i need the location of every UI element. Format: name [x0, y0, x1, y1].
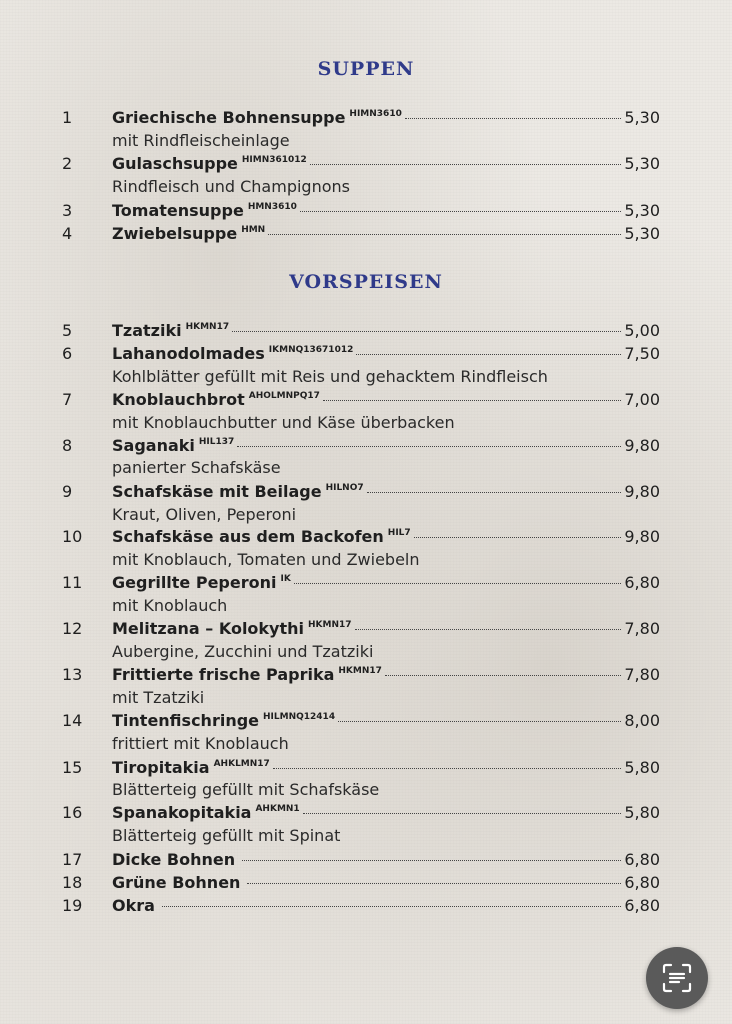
item-description: mit Rindfleischeinlage — [112, 131, 290, 150]
dot-leader — [356, 354, 621, 355]
dot-leader — [385, 675, 621, 676]
item-name: Tzatziki — [112, 321, 182, 340]
item-description: Rindfleisch und Champignons — [112, 177, 350, 196]
dot-leader — [303, 813, 622, 814]
menu-item — [62, 665, 660, 687]
item-number: 17 — [62, 850, 83, 869]
item-price: 6,80 — [624, 873, 660, 892]
item-price: 6,80 — [624, 573, 660, 592]
item-price: 5,30 — [624, 108, 660, 127]
item-number: 13 — [62, 665, 83, 684]
item-description: Blätterteig gefüllt mit Schafskäse — [112, 780, 380, 799]
menu-item — [62, 482, 660, 504]
item-price: 5,30 — [624, 224, 660, 243]
dot-leader — [247, 883, 621, 884]
item-price: 6,80 — [624, 850, 660, 869]
item-name: Grüne Bohnen — [112, 873, 241, 892]
dot-leader — [300, 211, 621, 212]
scan-text-icon — [662, 963, 692, 993]
item-price: 7,80 — [624, 619, 660, 638]
item-name: Tintenfischringe — [112, 711, 260, 730]
item-name: Griechische Bohnensuppe — [112, 108, 346, 127]
allergen-codes: IK — [280, 574, 291, 584]
item-number: 10 — [62, 527, 83, 546]
menu-item — [62, 758, 660, 780]
menu-item — [62, 108, 660, 130]
scan-text-button[interactable] — [646, 947, 708, 1009]
item-price: 7,50 — [624, 344, 660, 363]
allergen-codes: AHKMN1 — [255, 804, 300, 814]
item-name: Schafskäse mit Beilage — [112, 482, 322, 501]
dot-leader — [355, 629, 622, 630]
item-number: 3 — [62, 201, 73, 220]
section-title-suppen: SUPPEN — [317, 58, 415, 80]
item-name: Tiropitakia — [112, 758, 210, 777]
menu-item — [62, 873, 660, 895]
allergen-codes: HMN — [241, 225, 266, 235]
menu-item — [62, 711, 660, 733]
dot-leader — [414, 537, 622, 538]
item-price: 5,80 — [624, 803, 660, 822]
allergen-codes: HMN3610 — [247, 202, 297, 212]
item-name: Gulaschsuppe — [112, 154, 238, 173]
item-price: 5,30 — [624, 201, 660, 220]
dot-leader — [338, 721, 621, 722]
menu-item — [62, 390, 660, 412]
item-name: Frittierte frische Paprika — [112, 665, 335, 684]
menu-item — [62, 573, 660, 595]
allergen-codes: HILMNQ12414 — [263, 712, 336, 722]
menu-item — [62, 154, 660, 176]
item-price: 5,80 — [624, 758, 660, 777]
menu-item — [62, 527, 660, 549]
allergen-codes: HILNO7 — [325, 483, 364, 493]
item-price: 9,80 — [624, 482, 660, 501]
item-name: Spanakopitakia — [112, 803, 252, 822]
allergen-codes: AHKLMN17 — [213, 759, 270, 769]
item-price: 9,80 — [624, 436, 660, 455]
dot-leader — [232, 331, 621, 332]
item-description: frittiert mit Knoblauch — [112, 734, 289, 753]
allergen-codes: AHOLMNPQ17 — [248, 391, 320, 401]
item-price: 9,80 — [624, 527, 660, 546]
item-description: panierter Schafskäse — [112, 458, 281, 477]
section-title-vorspeisen: VORSPEISEN — [289, 271, 443, 293]
item-name: Dicke Bohnen — [112, 850, 236, 869]
item-name: Knoblauchbrot — [112, 390, 245, 409]
item-name: Lahanodolmades — [112, 344, 265, 363]
item-price: 7,80 — [624, 665, 660, 684]
dot-leader — [310, 164, 622, 165]
item-description: mit Knoblauch, Tomaten und Zwiebeln — [112, 550, 420, 569]
item-price: 6,80 — [624, 896, 660, 915]
item-number: 11 — [62, 573, 83, 592]
allergen-codes: HIL7 — [387, 528, 411, 538]
item-description: Aubergine, Zucchini und Tzatziki — [112, 642, 374, 661]
dot-leader — [405, 118, 622, 119]
menu-item — [62, 344, 660, 366]
dot-leader — [294, 583, 622, 584]
dot-leader — [323, 400, 621, 401]
allergen-codes: HKMN17 — [185, 322, 230, 332]
item-number: 15 — [62, 758, 83, 777]
item-name: Tomatensuppe — [112, 201, 244, 220]
menu-item — [62, 436, 660, 458]
item-description: Blätterteig gefüllt mit Spinat — [112, 826, 341, 845]
item-number: 5 — [62, 321, 73, 340]
item-number: 19 — [62, 896, 83, 915]
allergen-codes: HIMN361012 — [241, 155, 307, 165]
menu-item — [62, 224, 660, 246]
item-name: Saganaki — [112, 436, 195, 455]
item-number: 9 — [62, 482, 73, 501]
item-price: 5,00 — [624, 321, 660, 340]
dot-leader — [268, 234, 621, 235]
item-name: Gegrillte Peperoni — [112, 573, 277, 592]
dot-leader — [367, 492, 622, 493]
item-name: Schafskäse aus dem Backofen — [112, 527, 384, 546]
item-description: Kraut, Oliven, Peperoni — [112, 505, 297, 524]
item-number: 4 — [62, 224, 73, 243]
item-number: 1 — [62, 108, 73, 127]
menu-item — [62, 619, 660, 641]
item-number: 16 — [62, 803, 83, 822]
allergen-codes: HKMN17 — [338, 666, 382, 676]
item-name: Melitzana – Kolokythi — [112, 619, 305, 638]
item-price: 5,30 — [624, 154, 660, 173]
item-number: 6 — [62, 344, 73, 363]
item-number: 8 — [62, 436, 73, 455]
item-price: 7,00 — [624, 390, 660, 409]
menu-item — [62, 321, 660, 343]
item-name: Okra — [112, 896, 155, 915]
menu-item — [62, 803, 660, 825]
allergen-codes: HIL137 — [198, 437, 235, 447]
dot-leader — [273, 768, 622, 769]
item-price: 8,00 — [624, 711, 660, 730]
menu-item — [62, 201, 660, 223]
item-number: 18 — [62, 873, 83, 892]
menu-item — [62, 850, 660, 872]
item-description: mit Tzatziki — [112, 688, 205, 707]
item-description: Kohlblätter gefüllt mit Reis und gehacktem Rindfleisch — [112, 367, 548, 386]
allergen-codes: HIMN3610 — [349, 109, 402, 119]
dot-leader — [162, 906, 621, 907]
item-name: Zwiebelsuppe — [112, 224, 238, 243]
dot-leader — [242, 860, 621, 861]
item-number: 12 — [62, 619, 83, 638]
item-number: 7 — [62, 390, 73, 409]
item-number: 14 — [62, 711, 83, 730]
item-description: mit Knoblauch — [112, 596, 228, 615]
allergen-codes: IKMNQ13671012 — [268, 345, 354, 355]
item-number: 2 — [62, 154, 73, 173]
menu-item — [62, 896, 660, 918]
allergen-codes: HKMN17 — [308, 620, 352, 630]
item-description: mit Knoblauchbutter und Käse überbacken — [112, 413, 455, 432]
dot-leader — [237, 446, 621, 447]
